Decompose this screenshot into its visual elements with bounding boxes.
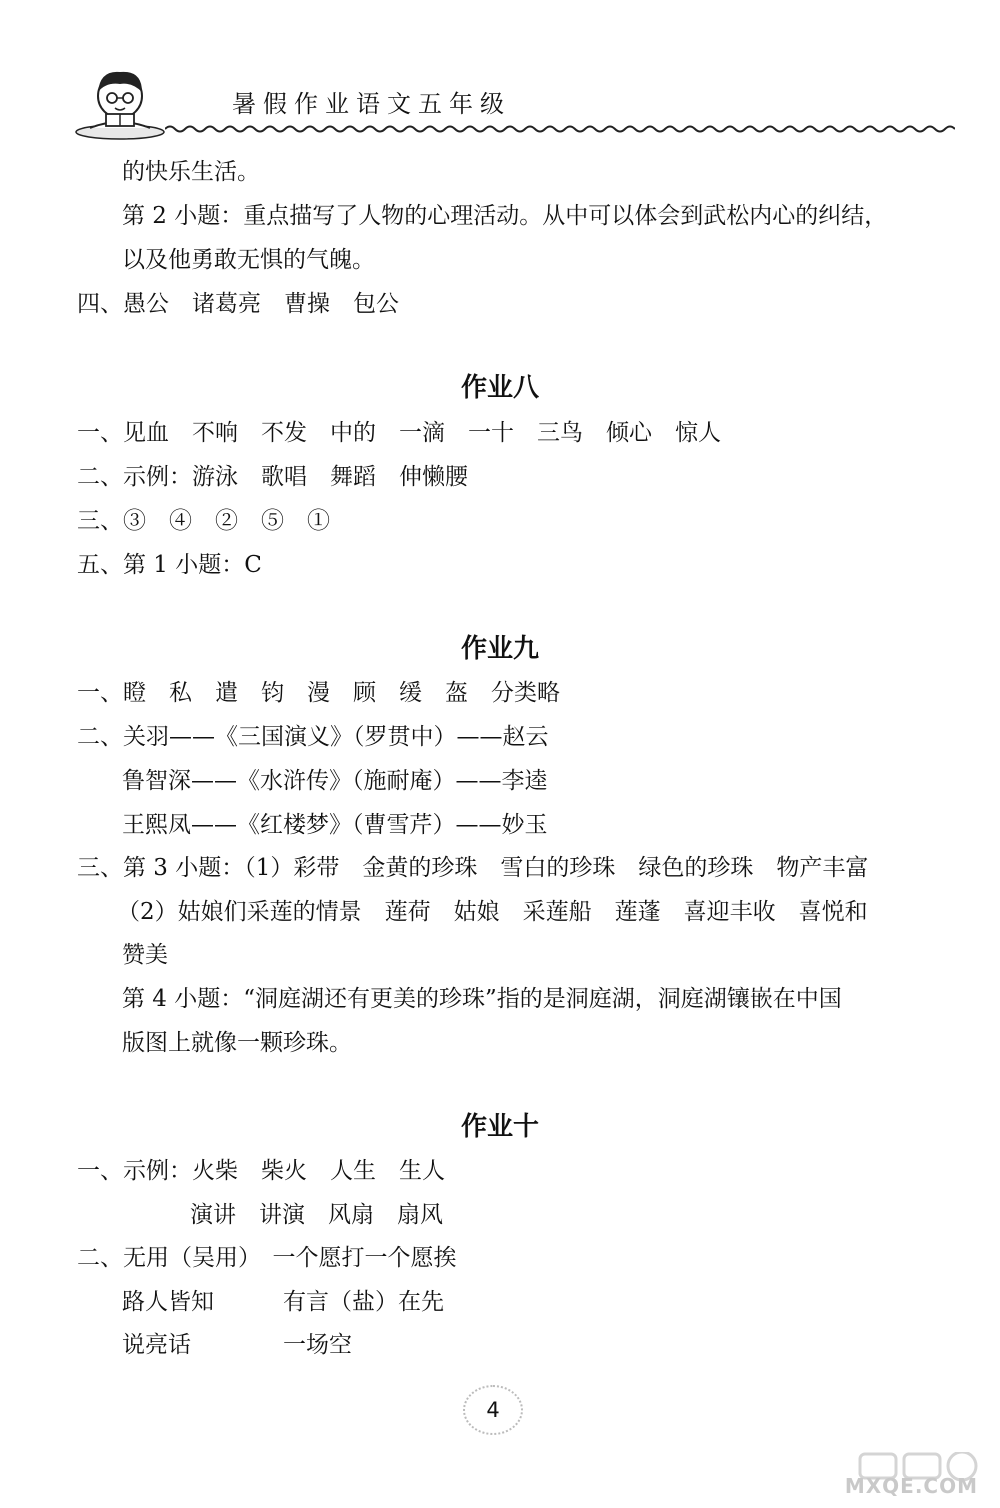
answer-line: 二、示例：游泳 歌唱 舞蹈 伸懒腰	[77, 464, 468, 490]
section-title: 作业十	[460, 1112, 539, 1142]
answer-line: 说亮话 一场空	[122, 1332, 352, 1358]
page-number: 4	[463, 1385, 523, 1435]
watermark	[820, 1452, 990, 1502]
section-title: 作业九	[460, 634, 539, 664]
page-header	[70, 62, 950, 142]
answer-line: （2）姑娘们采莲的情景 莲荷 姑娘 采莲船 莲蓬 喜迎丰收 喜悦和	[117, 899, 868, 925]
wavy-divider	[165, 124, 955, 134]
answer-line: 王熙凤——《红楼梦》（曹雪芹）——妙玉	[122, 812, 548, 838]
answer-line: 一、瞪 私 遣 钧 漫 顾 缓 盔 分类略	[77, 680, 560, 706]
answer-line: 第 2 小题：重点描写了人物的心理活动。从中可以体会到武松内心的纠结，	[122, 203, 888, 229]
answer-line: 二、无用（吴用） 一个愿打一个愿挨	[77, 1245, 457, 1271]
answer-line: 版图上就像一颗珍珠。	[122, 1030, 352, 1056]
answer-line: 一、示例：火柴 柴火 人生 生人	[77, 1158, 445, 1184]
answer-line: 五、第 1 小题：C	[77, 552, 262, 578]
section-title: 作业八	[460, 373, 539, 403]
answer-line: 四、愚公 诸葛亮 曹操 包公	[77, 291, 399, 317]
answer-line: 鲁智深——《水浒传》（施耐庵）——李逵	[122, 768, 548, 794]
mascot-boy-reading-icon	[70, 62, 170, 140]
answer-line: 的快乐生活。	[122, 159, 260, 185]
answer-line: 演讲 讲演 风扇 扇风	[190, 1202, 443, 1228]
answer-line: 三、③ ④ ② ⑤ ①	[77, 508, 330, 534]
answer-line: 二、关羽——《三国演义》（罗贯中）——赵云	[77, 724, 549, 750]
answer-line: 第 4 小题：“洞庭湖还有更美的珍珠”指的是洞庭湖，洞庭湖镶嵌在中国	[122, 986, 842, 1012]
answer-line: 赞美	[122, 942, 168, 968]
header-title: 暑假作业语文五年级	[232, 90, 511, 118]
answer-line: 路人皆知 有言（盐）在先	[122, 1289, 444, 1315]
watermark-text: MXQE.COM	[844, 1474, 978, 1498]
answer-line: 一、见血 不响 不发 中的 一滴 一十 三鸟 倾心 惊人	[77, 420, 721, 446]
answer-line: 三、第 3 小题：（1）彩带 金黄的珍珠 雪白的珍珠 绿色的珍珠 物产丰富	[77, 855, 869, 881]
answer-line: 以及他勇敢无惧的气魄。	[122, 247, 375, 273]
